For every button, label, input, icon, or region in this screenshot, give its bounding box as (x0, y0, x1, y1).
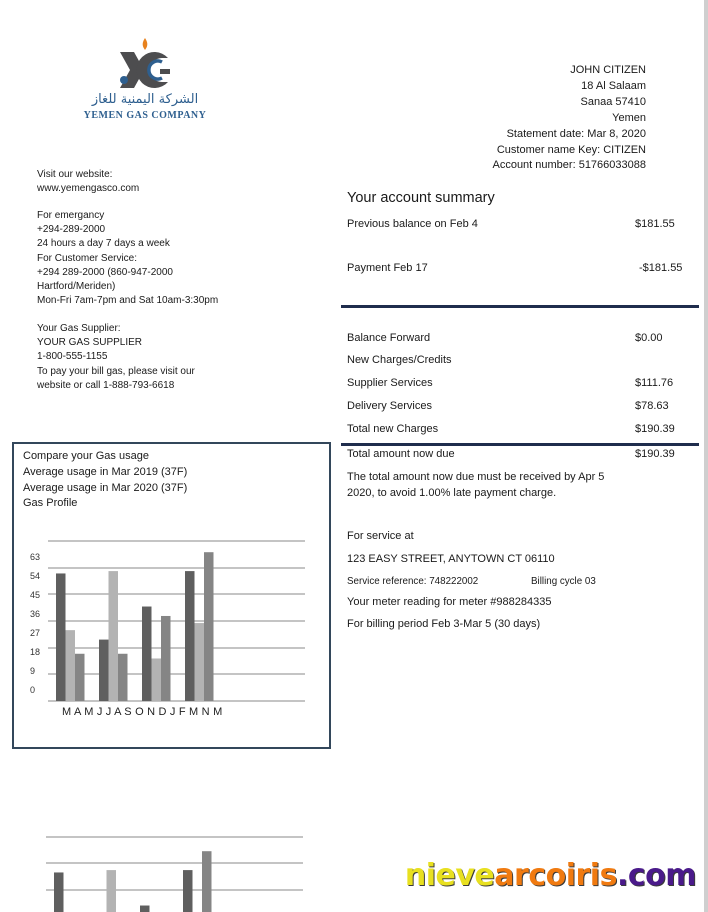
service-hours: Mon-Fri 7am-7pm and Sat 10am-3:30pm (37, 295, 219, 307)
balance-forward-label: Balance Forward (347, 332, 431, 344)
website-link[interactable]: www.yemengasco.com (37, 183, 140, 195)
service-reference: Service reference: 748222002 (347, 576, 479, 587)
previous-balance-amount: $181.55 (635, 218, 675, 230)
emergency-hours: 24 hours a day 7 days a week (37, 238, 170, 250)
duplicate-chart-bars (54, 851, 212, 912)
chart-bar (140, 906, 150, 912)
due-note-line-1: The total amount now due must be received by Apr 5 (347, 471, 605, 483)
chart-bar (75, 654, 85, 701)
customer-city: Sanaa 57410 (580, 95, 646, 108)
supplier-services-amount: $111.76 (635, 377, 674, 389)
duplicate-chart-fragment (12, 820, 331, 912)
emergency-phone: +294-289-2000 (37, 224, 106, 236)
y-tick: 27 (30, 628, 41, 638)
chart-bar (99, 640, 109, 701)
due-note-line-2: 2020, to avoid 1.00% late payment charge. (347, 486, 557, 499)
total-due-amount: $190.39 (635, 448, 675, 460)
y-tick: 36 (30, 609, 41, 619)
billing-cycle: Billing cycle 03 (531, 576, 596, 587)
chart-bar (161, 616, 171, 701)
gas-profile-label: Gas Profile (23, 497, 78, 510)
account-number: Account number: 51766033088 (492, 159, 646, 172)
balance-forward-amount: $0.00 (635, 332, 663, 344)
pay-instructions-2: website or call 1-888-793-6618 (37, 379, 175, 391)
chart-bar (204, 552, 214, 701)
delivery-services-amount: $78.63 (635, 400, 669, 412)
service-phone: +294 289-2000 (860-947-2000 (37, 266, 173, 278)
chart-bar (183, 870, 193, 912)
supplier-services-row (347, 377, 683, 389)
y-tick: 0 (30, 685, 36, 695)
yemen-gas-logo-icon (110, 36, 180, 92)
previous-balance-row (347, 218, 683, 230)
chart-bar (195, 623, 205, 701)
supplier-services-label: Supplier Services (347, 377, 433, 389)
summary-divider (341, 305, 699, 308)
chart-bar (54, 872, 64, 912)
new-charges-row (347, 354, 683, 366)
watermark (405, 858, 696, 893)
total-new-charges-amount: $190.39 (635, 423, 675, 435)
chart-bar (107, 870, 117, 912)
page-edge (704, 0, 708, 912)
chart-bar (142, 607, 152, 701)
customer-name-key: Customer name Key: CITIZEN (496, 143, 646, 156)
total-due-row (347, 448, 683, 460)
supplier-label: Your Gas Supplier: (37, 323, 121, 334)
avg-usage-2019: Average usage in Mar 2019 (37F) (23, 465, 188, 478)
statement-date: Statement date: Mar 8, 2020 (506, 127, 646, 140)
payment-amount: -$181.55 (639, 262, 683, 274)
customer-country: Yemen (612, 111, 646, 124)
emergency-label: For emergancy (37, 210, 105, 221)
payment-label: Payment Feb 17 (347, 262, 428, 274)
meter-reading: Your meter reading for meter #988284335 (347, 596, 552, 608)
y-tick: 63 (30, 552, 41, 562)
gas-profile-chart (14, 444, 333, 751)
delivery-services-row (347, 400, 683, 412)
chart-bar (66, 630, 76, 701)
usage-chart-box (12, 442, 331, 749)
y-tick: 18 (30, 647, 41, 657)
chart-bars (56, 552, 214, 701)
chart-bar (152, 658, 162, 701)
y-tick: 45 (30, 590, 41, 600)
new-charges-label: New Charges/Credits (347, 354, 452, 366)
supplier-phone: 1-800-555-1155 (37, 351, 108, 363)
watermark-part-3: .com (616, 858, 696, 893)
company-name-arabic: الشركة اليمنية للغاز (91, 92, 199, 107)
y-tick: 54 (30, 571, 41, 581)
chart-gridlines (48, 541, 305, 701)
contact-block (37, 209, 218, 308)
chart-bar (185, 571, 195, 701)
total-divider (341, 443, 699, 446)
service-at-label: For service at (347, 530, 414, 542)
service-label: For Customer Service: (37, 252, 138, 264)
x-axis-labels: M A M J J A S O N D J F M N M (62, 706, 223, 718)
payment-row (347, 262, 683, 274)
watermark-part-1: nieve (404, 858, 495, 893)
customer-street: 18 Al Salaam (581, 79, 646, 92)
total-due-label: Total amount now due (347, 448, 455, 460)
supplier-block (37, 322, 195, 393)
chart-bar (56, 573, 66, 701)
company-name-english: YEMEN GAS COMPANY (83, 110, 207, 121)
billing-period: For billing period Feb 3-Mar 5 (30 days) (347, 618, 541, 630)
previous-balance-label: Previous balance on Feb 4 (347, 218, 478, 230)
chart-bar (109, 571, 119, 701)
website-block (37, 168, 139, 196)
customer-name: JOHN CITIZEN (570, 64, 646, 76)
avg-usage-2020: Average usage in Mar 2020 (37F) (23, 481, 188, 494)
customer-address-block (492, 63, 646, 174)
supplier-name: YOUR GAS SUPPLIER (37, 337, 143, 349)
compare-usage-title: Compare your Gas usage (23, 450, 149, 462)
service-address: 123 EASY STREET, ANYTOWN CT 06110 (347, 553, 555, 565)
watermark-part-2: arcoiris (494, 858, 617, 893)
chart-bar (202, 851, 212, 912)
service-phone-location: Hartford/Meriden) (37, 281, 116, 293)
delivery-services-label: Delivery Services (347, 400, 432, 412)
pay-instructions-1: To pay your bill gas, please visit our (37, 365, 195, 377)
total-new-charges-row (347, 423, 683, 435)
y-tick: 9 (30, 666, 36, 676)
account-summary-title: Your account summary (347, 190, 495, 206)
due-note (347, 470, 647, 501)
balance-forward-row (347, 332, 683, 344)
total-new-charges-label: Total new Charges (347, 423, 439, 435)
website-label: Visit our website: (37, 169, 113, 180)
chart-bar (118, 654, 128, 701)
company-logo (70, 36, 220, 126)
